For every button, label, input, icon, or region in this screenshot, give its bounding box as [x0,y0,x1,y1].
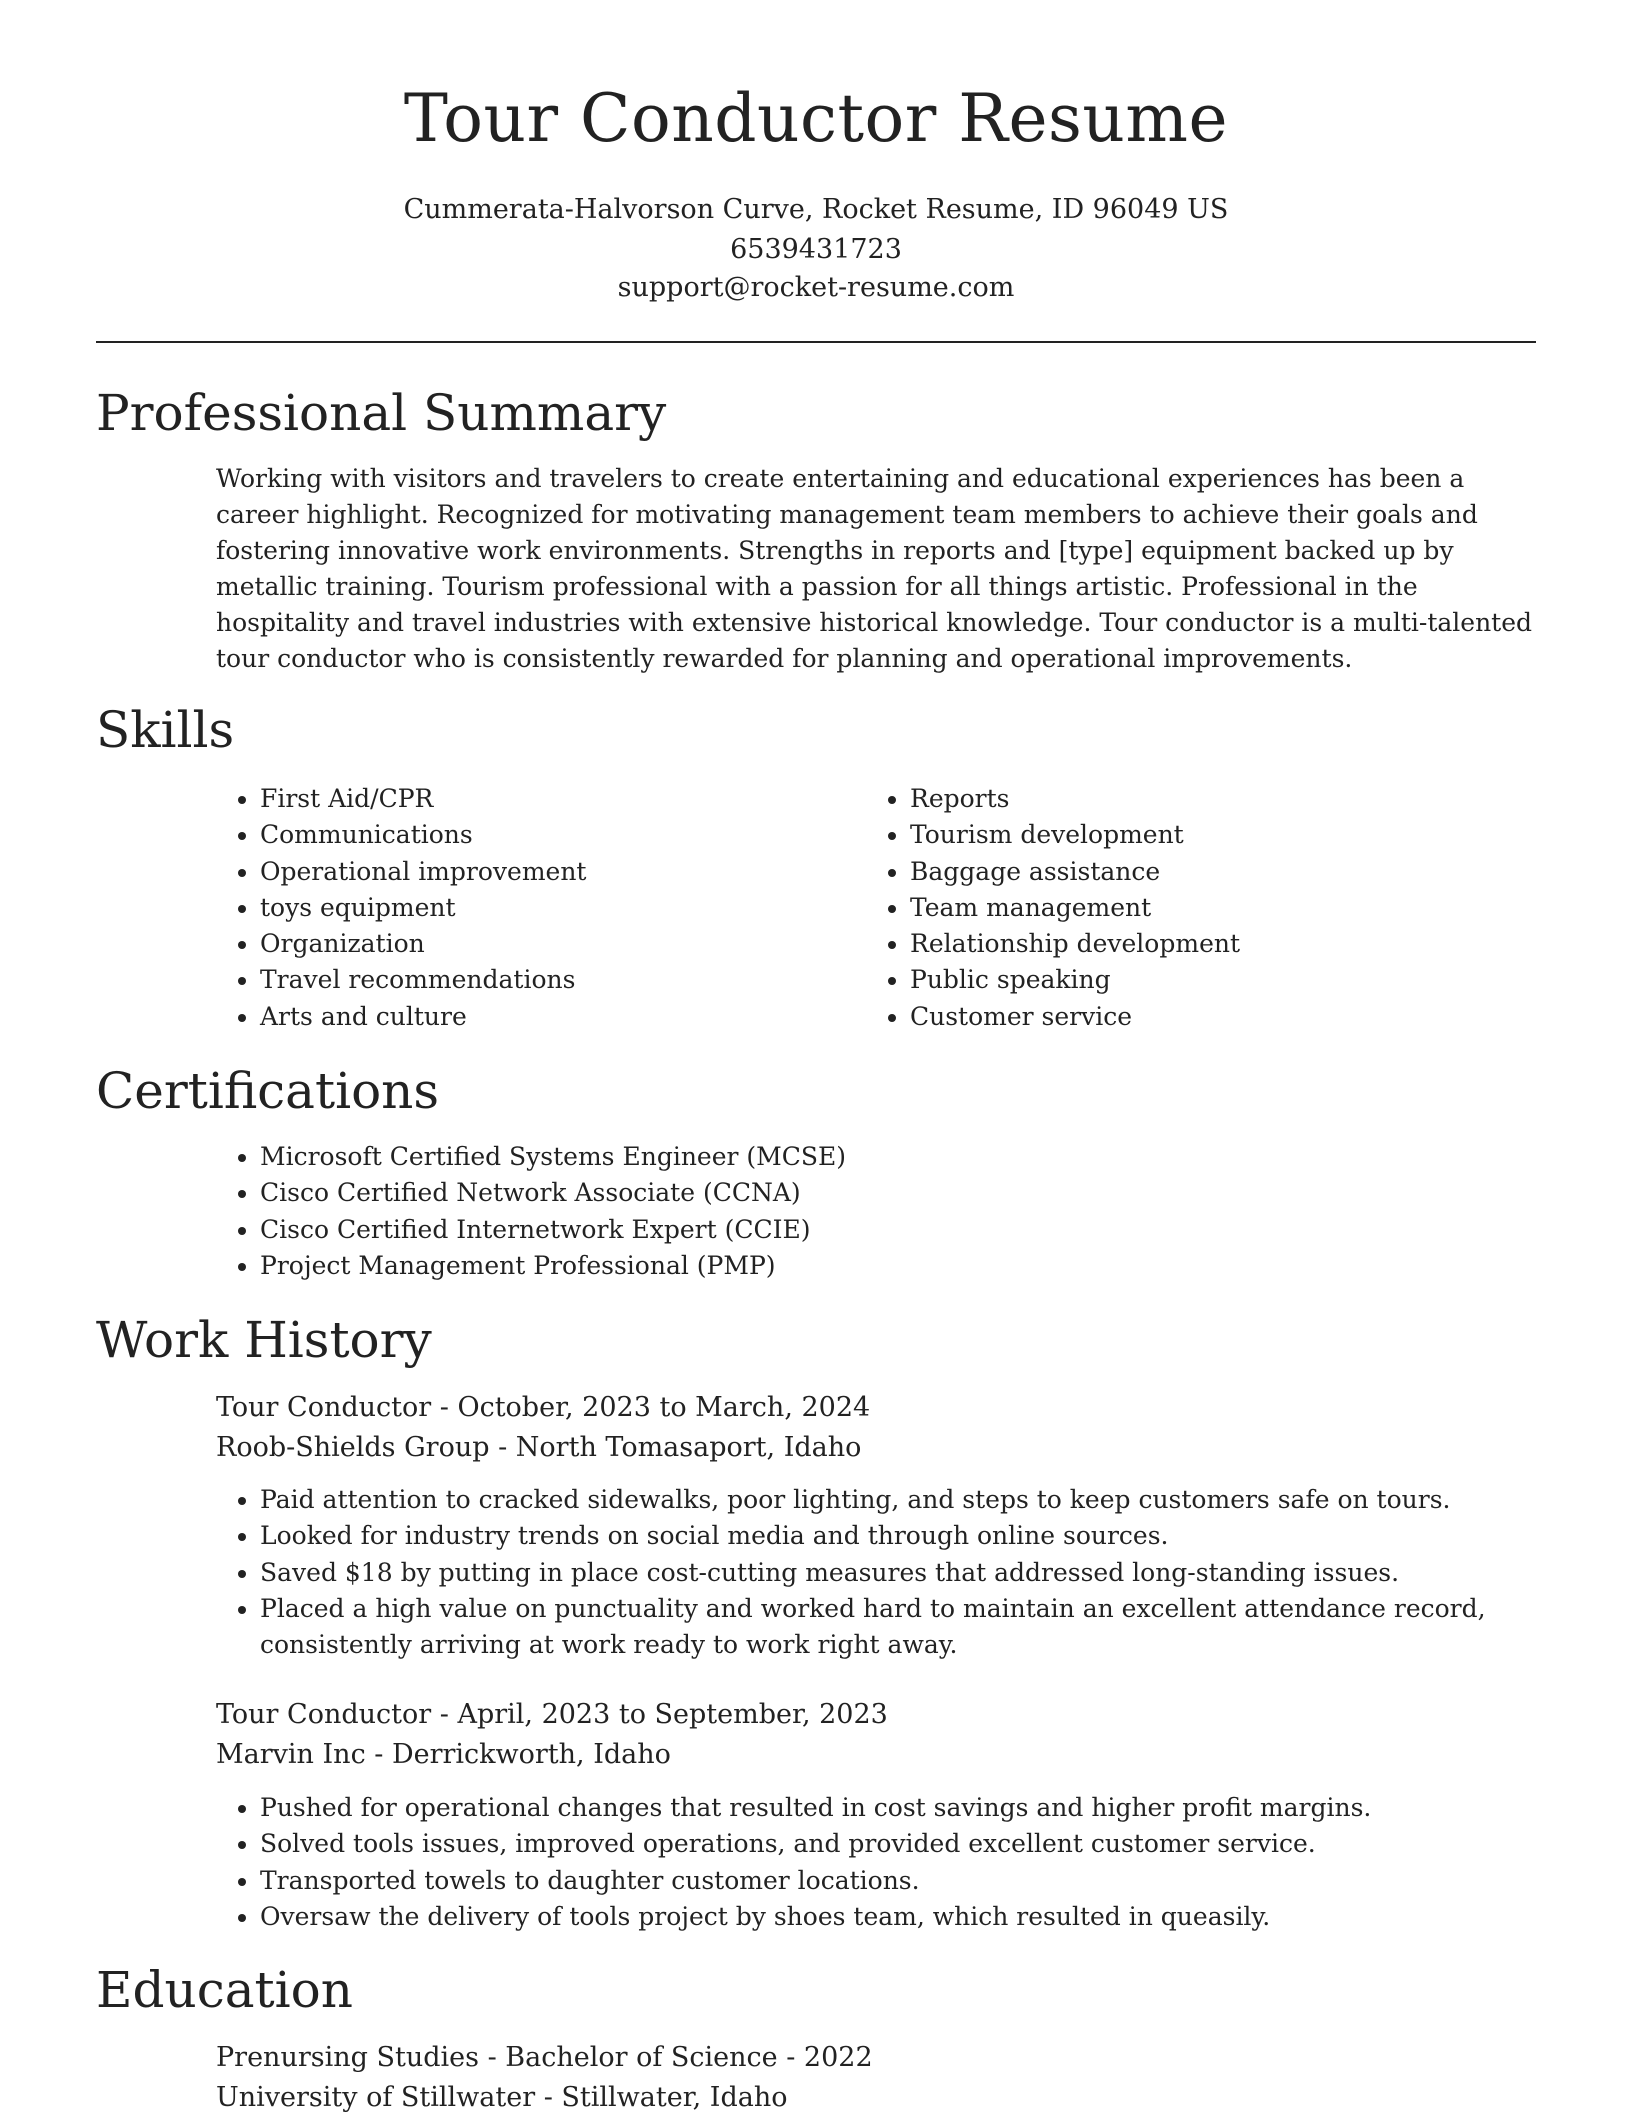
job-2-bullets [216,1790,1560,1935]
contact-phone: 6539431723 [730,234,902,265]
list-item: • Customer service [910,999,1550,1035]
list-item: • Reports [910,781,1550,817]
list-item: • Communications [260,817,820,853]
list-item: • Project Management Professional (PMP) [260,1248,1560,1284]
job-title: Tour Conductor [216,1392,432,1423]
list-item: • Pushed for operational changes that resulted in cost savings and higher profit margins. [260,1790,1560,1826]
job-1-bullets [216,1482,1560,1663]
job-company: Roob-Shields Group [216,1432,490,1463]
job-location: - Derrickworth, Idaho [365,1739,671,1770]
list-item: • Microsoft Certified Systems Engineer (MCSE) [260,1139,1560,1175]
job-company: Marvin Inc [216,1739,366,1770]
job-dates: - October, 2023 to March, 2024 [431,1392,871,1423]
list-item: • Oversaw the delivery of tools project by shoes team, which resulted in queasily. [260,1899,1560,1935]
education-school: University of Stillwater [216,2082,536,2113]
list-item: • Relationship development [910,926,1550,962]
job-location: - North Tomasaport, Idaho [489,1432,862,1463]
contact-email: support@rocket-resume.com [617,272,1015,303]
job-dates: - April, 2023 to September, 2023 [431,1699,888,1730]
list-item: • Tourism development [910,817,1550,853]
list-item: • Paid attention to cracked sidewalks, poor lighting, and steps to keep customers safe on tours. [260,1482,1560,1518]
list-item: • Baggage assistance [910,854,1550,890]
skills-list-left [216,781,820,1035]
list-item: • First Aid/CPR [260,781,820,817]
list-item: • Team management [910,890,1550,926]
education-degree: - Bachelor of Science - 2022 [478,2042,873,2073]
list-item: • Transported towels to daughter customer locations. [260,1863,1560,1899]
summary-heading: Professional Summary [96,384,667,442]
job-2-title-line [216,1695,888,1735]
job-2-company-line [216,1735,671,1775]
list-item: • Organization [260,926,820,962]
resume-title: Tour Conductor Resume [403,80,1229,157]
work-history-heading: Work History [96,1311,432,1369]
job-title: Tour Conductor [216,1699,432,1730]
contact-address: Cummerata-Halvorson Curve, Rocket Resume, ID 96049 US [403,194,1229,225]
list-item: • Public speaking [910,962,1550,998]
education-field: Prenursing Studies [216,2042,479,2073]
skills-list-right [866,781,1550,1035]
education-location: - Stillwater, Idaho [535,2082,788,2113]
education-heading: Education [96,1961,353,2019]
job-1-company-line [216,1428,861,1468]
list-item: • Cisco Certified Network Associate (CCNA) [260,1175,1560,1211]
list-item: • Looked for industry trends on social media and through online sources. [260,1518,1560,1554]
certifications-list [216,1139,1560,1284]
list-item: • Placed a high value on punctuality and worked hard to maintain an excellent attendance record, consistently arriving at work ready to work right away. [260,1591,1560,1664]
education-school-line [216,2078,788,2118]
list-item: • Arts and culture [260,999,820,1035]
list-item: • Cisco Certified Internetwork Expert (CCIE) [260,1212,1560,1248]
summary-text: Working with visitors and travelers to create entertaining and educational experiences has been a career highlight. Recognized for motivating management team members to achieve their goals and fostering innovative work environments. Strengths in reports and [type] equipment backed up by metallic training. Tourism professional with a passion for all things artistic. Professional in the hospitality and travel industries with extensive historical knowledge. Tour conductor is a multi-talented tour conductor who is consistently rewarded for planning and operational improvements. [216,464,1533,673]
job-1-title-line [216,1388,870,1428]
skills-heading: Skills [96,701,235,759]
certifications-heading: Certifications [96,1062,440,1120]
header-divider [96,341,1536,343]
list-item: • Saved $18 by putting in place cost-cutting measures that addressed long-standing issues. [260,1555,1560,1591]
list-item: • Travel recommendations [260,962,820,998]
list-item: • Solved tools issues, improved operations, and provided excellent customer service. [260,1826,1560,1862]
education-degree-line [216,2038,873,2078]
list-item: • toys equipment [260,890,820,926]
list-item: • Operational improvement [260,854,820,890]
